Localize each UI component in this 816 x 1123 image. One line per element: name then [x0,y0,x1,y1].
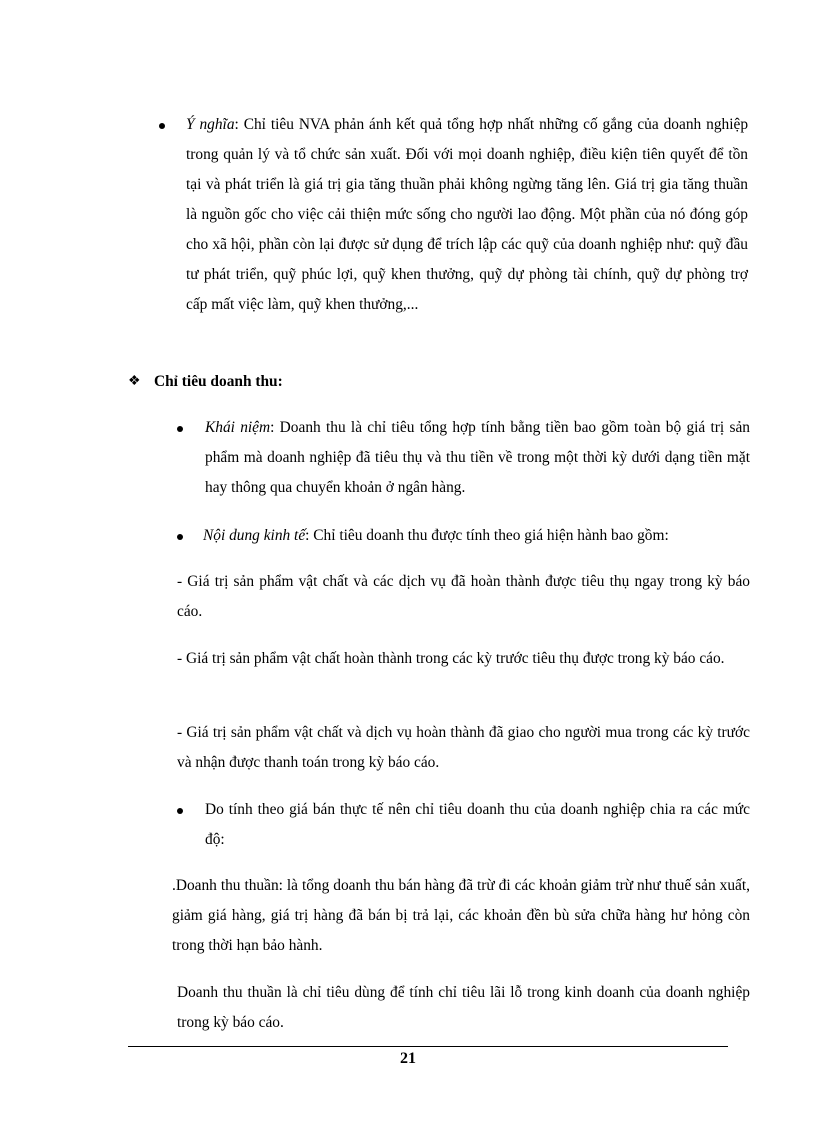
bullet-icon [177,808,183,814]
do-tinh-text: Do tính theo giá bán thực tế nên chỉ tiêu doanh thu của doanh nghiệp chia ra các mức độ: [205,801,750,848]
section-heading: Chỉ tiêu doanh thu: [154,373,283,390]
bullet-icon [177,534,183,540]
list-item: - Giá trị sản phẩm vật chất hoàn thành trong các kỳ trước tiêu thụ được trong kỳ báo cáo. [177,650,725,667]
bullet-icon [159,123,165,129]
term-y-nghia: Ý nghĩa [186,116,235,133]
paragraph-noi-dung [203,521,750,551]
paragraph-khai-niem [205,413,750,503]
term-noi-dung: Nội dung kinh tế [203,527,306,544]
paragraph-doanh-thu-thuan-2: Doanh thu thuần là chỉ tiêu dùng để tính chỉ tiêu lãi lỗ trong kinh doanh của doanh nghiệp trong kỳ báo cáo. [177,984,750,1031]
y-nghia-text: : Chỉ tiêu NVA phản ánh kết quả tổng hợp nhất những cố gắng của doanh nghiệp trong quản lý và tổ chức sản xuất. Đối với mọi doanh nghiệp, điều kiện tiên quyết để tồn tại và phát triển là giá trị gia tăng thuần phải không ngừng tăng lên. Giá trị gia tăng thuần là nguồn gốc cho việc cải thiện mức sống cho người lao động. Một phần của nó đóng góp cho xã hội, phần còn lại được sử dụng để trích lập các quỹ của doanh nghiệp như: quỹ đầu tư phát triển, quỹ phúc lợi, quỹ khen thưởng, quỹ dự phòng tài chính, quỹ dự phòng trợ cấp mất việc làm, quỹ khen thưởng,... [186,116,749,313]
list-item: - Giá trị sản phẩm vật chất và dịch vụ hoàn thành đã giao cho người mua trong các kỳ trước và nhận được thanh toán trong kỳ báo cáo. [177,724,750,771]
list-item: - Giá trị sản phẩm vật chất và các dịch vụ đã hoàn thành được tiêu thụ ngay trong kỳ báo cáo. [177,573,750,620]
diamond-bullet-icon: ❖ [128,374,141,389]
page-number: 21 [400,1050,416,1067]
paragraph-do-tinh [205,795,750,855]
paragraph-y-nghia [186,110,748,320]
paragraph-doanh-thu-thuan: .Doanh thu thuần: là tổng doanh thu bán hàng đã trừ đi các khoản giảm trừ như thuế sản xuất, giảm giá hàng, giá trị hàng đã bán bị trả lại, các khoản đền bù sửa chữa hàng hư hỏng còn trong thời hạn bảo hành. [172,877,750,954]
footer-divider [128,1046,728,1047]
khai-niem-text: : Doanh thu là chỉ tiêu tổng hợp tính bằng tiền bao gồm toàn bộ giá trị sản phẩm mà doanh nghiệp đã tiêu thụ và thu tiền về trong một thời kỳ dưới dạng tiền mặt hay thông qua chuyển khoản ở ngân hàng. [205,419,750,496]
bullet-icon [177,426,183,432]
noi-dung-text: : Chỉ tiêu doanh thu được tính theo giá hiện hành bao gồm: [305,527,669,544]
term-khai-niem: Khái niệm [205,419,271,436]
